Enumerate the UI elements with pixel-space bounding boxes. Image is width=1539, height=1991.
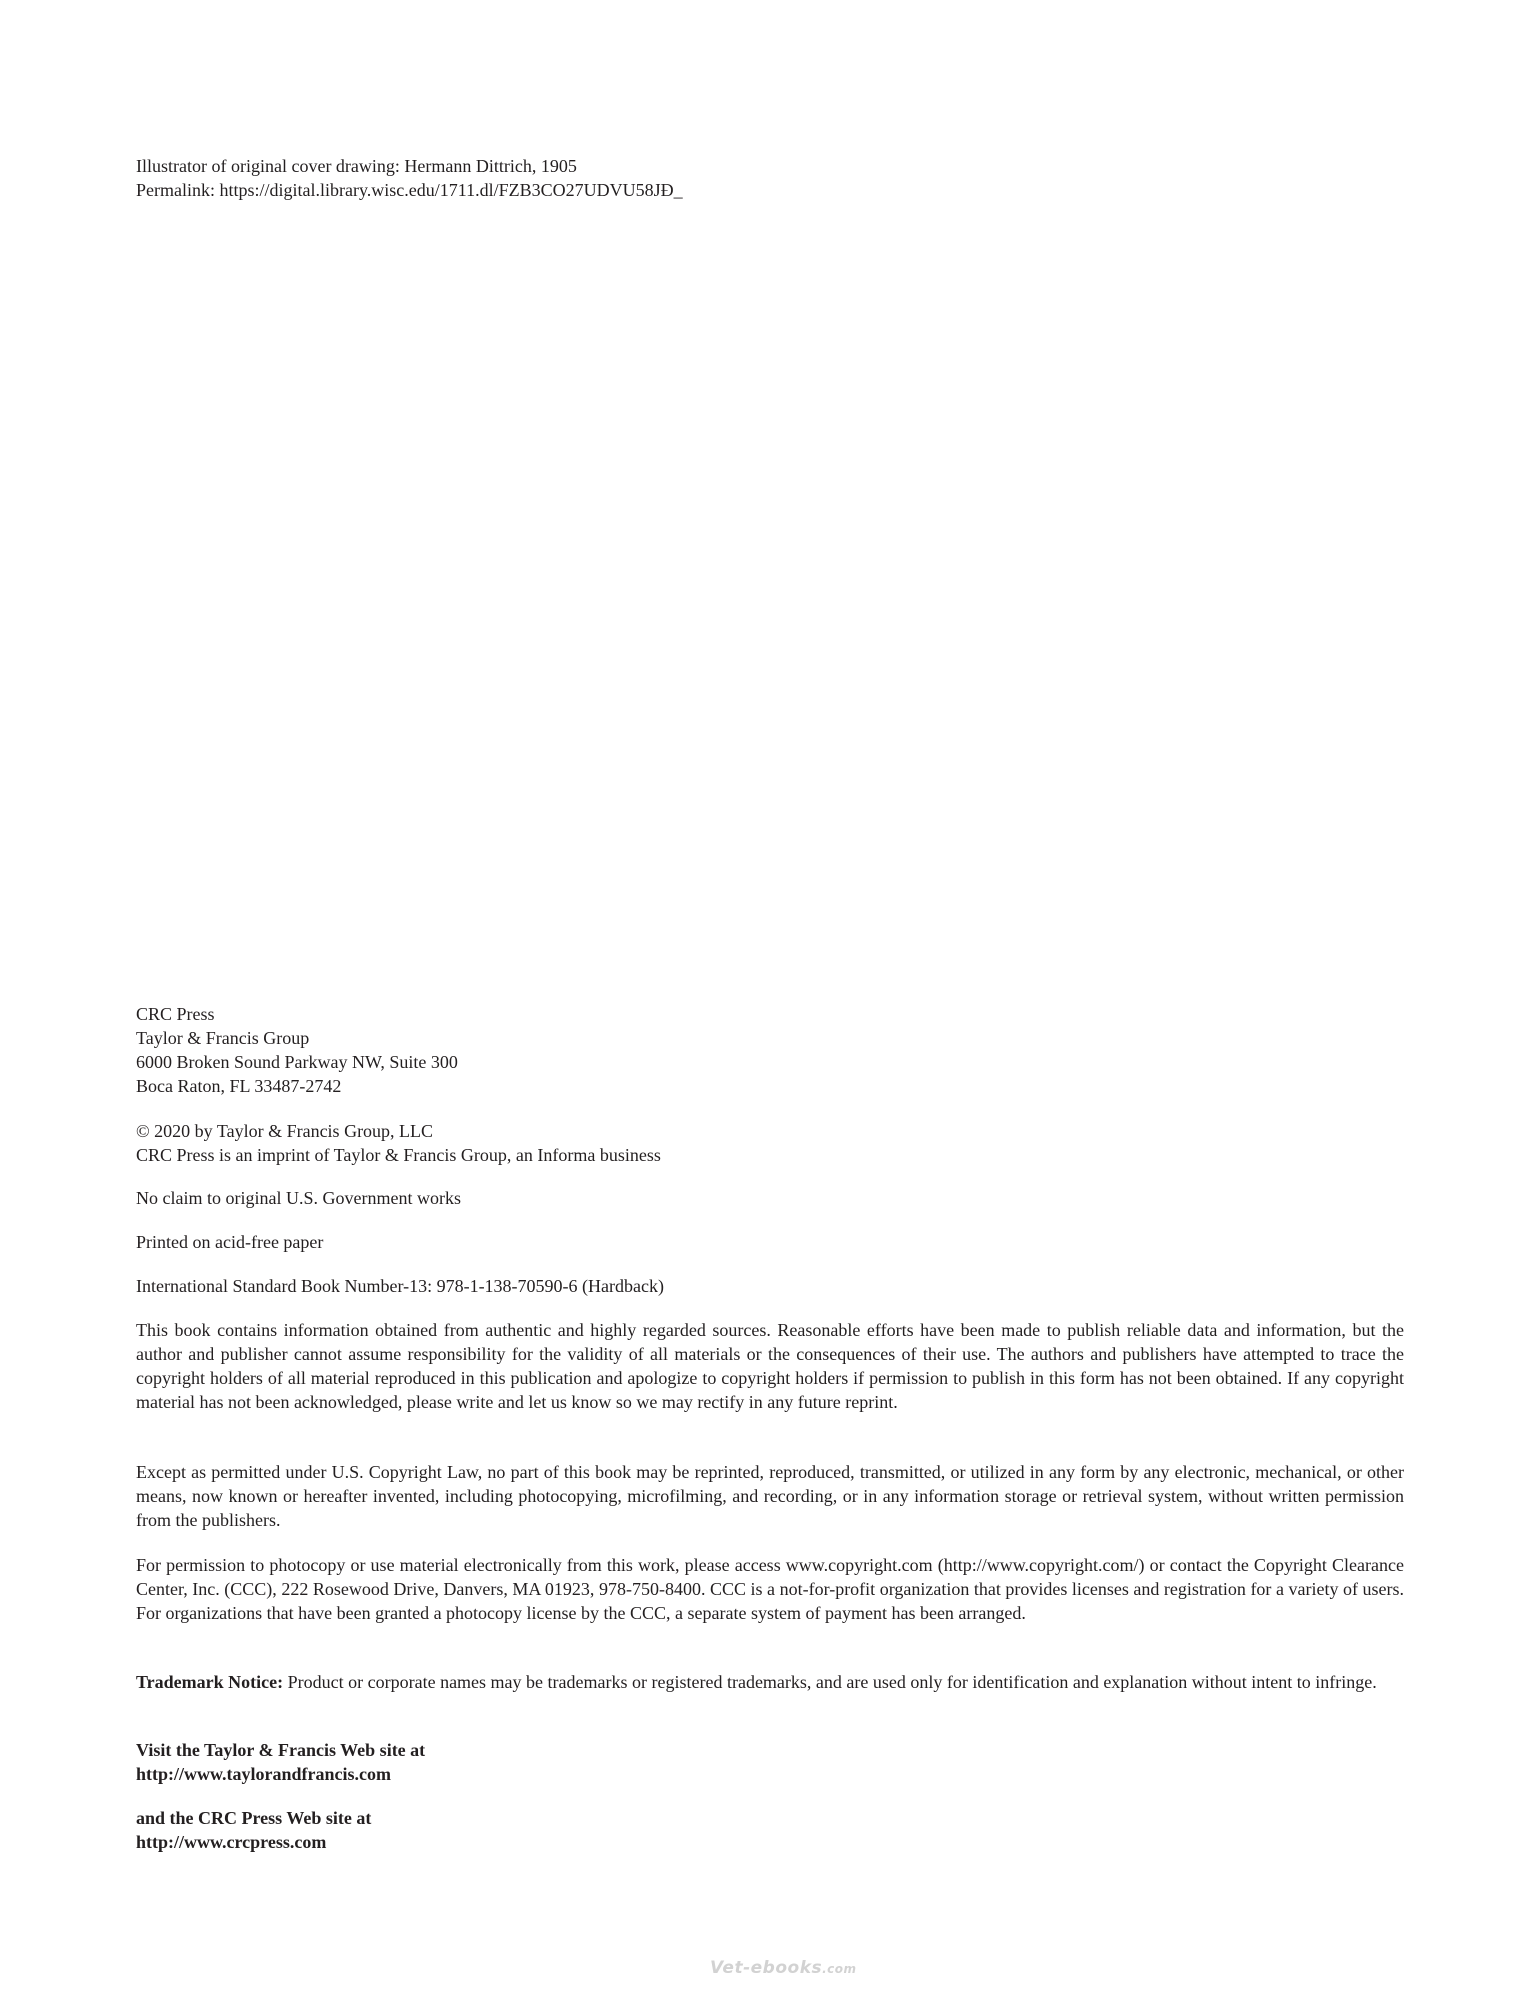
publisher-city: Boca Raton, FL 33487-2742 — [136, 1076, 342, 1096]
acid-free-notice: Printed on acid-free paper — [136, 1232, 324, 1252]
copyright-notice — [136, 1119, 1404, 1167]
publisher-group: Taylor & Francis Group — [136, 1028, 310, 1048]
trademark-paragraph — [136, 1670, 1404, 1694]
publisher-street: 6000 Broken Sound Parkway NW, Suite 300 — [136, 1052, 458, 1072]
crc-press-website — [136, 1806, 1404, 1854]
crc-website-url: http://www.crcpress.com — [136, 1832, 327, 1852]
taylor-francis-website — [136, 1738, 1404, 1786]
permalink: Permalink: https://digital.library.wisc.edu/1711.dl/FZB3CO27UDVU58JÐ_ — [136, 180, 683, 200]
publisher-address — [136, 1002, 1404, 1098]
watermark-suffix: .com — [822, 1962, 857, 1976]
tf-website-label: Visit the Taylor & Francis Web site at — [136, 1740, 426, 1760]
tf-website-url: http://www.taylorandfrancis.com — [136, 1764, 391, 1784]
watermark-main: Vet-ebooks — [710, 1958, 823, 1978]
watermark-logo — [710, 1956, 860, 1980]
copyright-law-paragraph: Except as permitted under U.S. Copyright Law, no part of this book may be reprinted, reproduced, transmitted, or utilized in any form by any electronic, mechanical, or other means, now known or hereafter invented, including photocopying, microfilming, and recording, or in any information storage or retrieval system, without written permission from the publishers. — [136, 1462, 1404, 1530]
crc-website-label: and the CRC Press Web site at — [136, 1808, 372, 1828]
reliability-paragraph: This book contains information obtained from authentic and highly regarded sources. Reasonable efforts have been made to publish reliable data and information, but the author and publisher cannot assume responsibility for the validity of all materials or the consequences of their use. The authors and publishers have attempted to trace the copyright holders of all material reproduced in this publication and apologize to copyright holders if permission to publish in this form has not been obtained. If any copyright material has not been acknowledged, please write and let us know so we may rectify in any future reprint. — [136, 1320, 1404, 1412]
publisher-name: CRC Press — [136, 1004, 215, 1024]
copyright-line: © 2020 by Taylor & Francis Group, LLC — [136, 1121, 434, 1141]
government-works-notice: No claim to original U.S. Government works — [136, 1188, 461, 1208]
imprint-line: CRC Press is an imprint of Taylor & Francis Group, an Informa business — [136, 1145, 661, 1165]
illustrator-credit: Illustrator of original cover drawing: Hermann Dittrich, 1905 — [136, 156, 577, 176]
permission-paragraph: For permission to photocopy or use material electronically from this work, please access www.copyright.com (http://www.copyright.com/) or contact the Copyright Clearance Center, Inc. (CCC), 222 Rosewood Drive, Danvers, MA 01923, 978-750-8400. CCC is a not-for-profit organization that provides licenses and registration for a variety of users. For organizations that have been granted a photocopy license by the CCC, a separate system of payment has been arranged. — [136, 1555, 1404, 1623]
cover-credits — [136, 154, 1404, 202]
isbn: International Standard Book Number-13: 978-1-138-70590-6 (Hardback) — [136, 1276, 664, 1296]
trademark-text: Product or corporate names may be trademarks or registered trademarks, and are used only for identification and explanation without intent to infringe. — [283, 1672, 1377, 1692]
trademark-label: Trademark Notice: — [136, 1672, 284, 1692]
